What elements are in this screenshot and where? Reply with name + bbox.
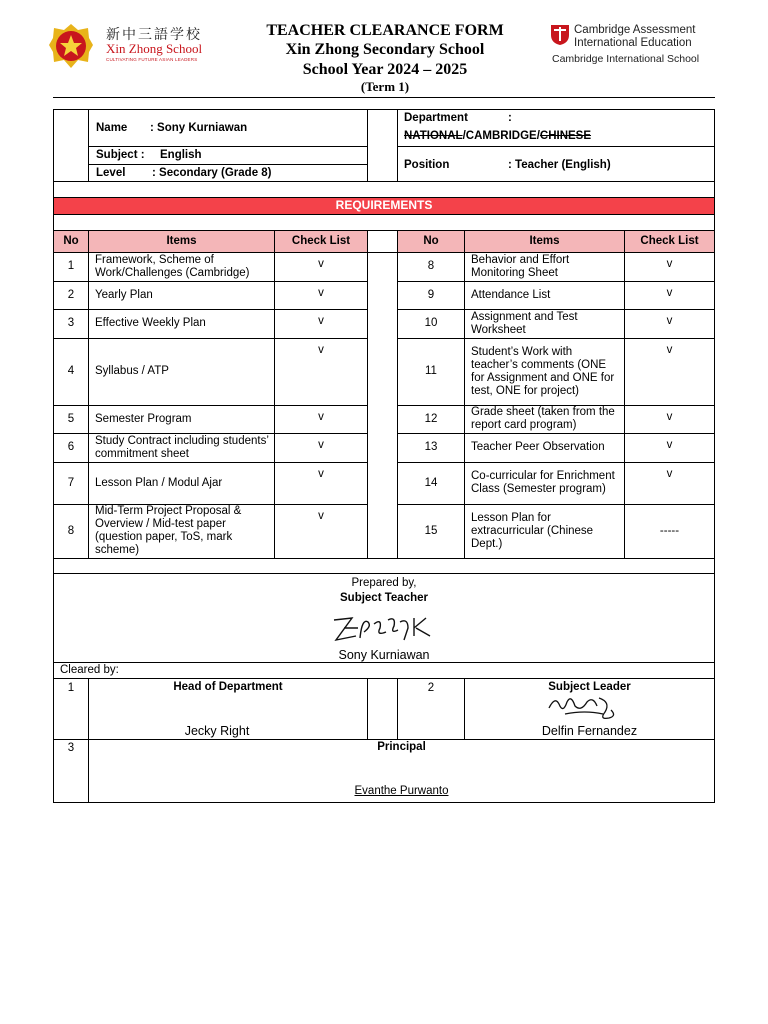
info-row-line-2 (88, 164, 367, 165)
right-row-item: Attendance List (471, 288, 551, 301)
dept-cambridge: CAMBRIDGE (465, 130, 537, 142)
right-row-check: v (666, 258, 673, 270)
left-row-item: Study Contract including students’ commitment sheet (95, 434, 269, 460)
school-logo-tagline: CULTIVATING FUTURE ASIAN LEADERS (106, 57, 198, 62)
school-logo-name: Xin Zhong School (106, 41, 203, 56)
cleared-role-1: Head of Department (173, 681, 283, 693)
name-label: Name (96, 122, 128, 134)
school-logo-chinese: 新中三語学校 (106, 28, 202, 43)
right-row-check: v (666, 287, 673, 299)
cleared-divider-b (367, 678, 368, 739)
cambridge-shield-icon (550, 24, 570, 46)
teacher-signature-icon (330, 610, 440, 646)
right-row-check: ----- (659, 524, 680, 537)
right-row-check: v (666, 468, 673, 480)
left-row-item: Framework, Scheme of Work/Challenges (Cambridge) (95, 253, 250, 279)
req-bar-bottom-line (53, 214, 715, 215)
left-row-item: Mid-Term Project Proposal & Overview / Mid-test paper (question paper, ToS, mark scheme) (95, 505, 242, 556)
info-row-line-3 (397, 146, 714, 147)
right-row-item: Student’s Work with teacher’s comments (ONE for Assignment and ONE for test, ONE for project) (471, 345, 615, 397)
cleared-name-1: Jecky Right (184, 724, 250, 738)
prepared-role: Subject Teacher (340, 592, 428, 604)
cambridge-line1: Cambridge Assessment (574, 24, 696, 36)
req-col-line (367, 231, 368, 558)
cleared-top-line (53, 678, 715, 679)
left-row-check: v (318, 510, 324, 522)
form-title: TEACHER CLEARANCE FORM (266, 22, 504, 39)
left-row-check: v (318, 411, 324, 423)
right-row-check: v (666, 315, 673, 327)
subject-value: English (160, 149, 202, 161)
position-label: Position (404, 159, 450, 171)
level-value: : Secondary (Grade 8) (152, 167, 272, 179)
school-emblem-icon (48, 22, 94, 72)
left-row-check: v (318, 315, 324, 327)
requirements-title: REQUIREMENTS (335, 198, 433, 212)
left-row-no: 7 (67, 476, 75, 489)
prepared-bottom-line (53, 662, 715, 663)
col-header-items-left: Items (166, 235, 197, 247)
right-row-no: 13 (424, 441, 438, 453)
info-border-top (53, 109, 715, 110)
right-row-item: Grade sheet (taken from the report card program) (471, 406, 615, 431)
info-divider-b (367, 109, 368, 181)
cleared-label: Cleared by: (60, 664, 119, 676)
cleared-no-3: 3 (67, 742, 75, 754)
level-label: Level (96, 167, 126, 179)
left-row-no: 8 (67, 524, 75, 537)
dept-national: NATIONAL (404, 130, 463, 142)
cleared-bottom-line (53, 802, 715, 803)
right-row-check: v (666, 344, 673, 356)
left-row-no: 1 (67, 260, 75, 272)
left-row-check: v (318, 468, 324, 480)
cambridge-line2: International Education (574, 37, 692, 49)
header-rule (53, 97, 715, 98)
position-value: : Teacher (English) (508, 159, 611, 171)
left-row-check: v (318, 258, 324, 270)
col-header-items-right: Items (529, 235, 560, 247)
right-row-check: v (666, 439, 673, 451)
right-row-no: 9 (427, 288, 435, 301)
department-colon: : (508, 112, 512, 124)
school-year: School Year 2024 – 2025 (302, 61, 468, 78)
name-value: : Sony Kurniawan (150, 122, 248, 134)
cambridge-logo (550, 24, 720, 68)
left-row-check: v (318, 439, 324, 451)
term: (Term 1) (360, 79, 410, 94)
col-header-check-left: Check List (291, 235, 351, 247)
right-row-no: 12 (424, 412, 438, 425)
prepared-name: Sony Kurniawan (338, 648, 430, 662)
department-label: Department (404, 112, 468, 124)
left-row-item: Yearly Plan (95, 288, 153, 301)
cleared-name-3: Evanthe Purwanto (354, 785, 449, 797)
left-row-item: Semester Program (95, 412, 192, 425)
dept-sep1: / (462, 130, 466, 142)
prepared-label: Prepared by, (351, 577, 417, 589)
cleared-name-2: Delfin Fernandez (541, 724, 638, 738)
right-row-item: Behavior and Effort Monitoring Sheet (471, 253, 570, 279)
left-row-item: Lesson Plan / Modul Ajar (95, 476, 223, 489)
school-name: Xin Zhong Secondary School (285, 41, 485, 58)
left-row-check: v (318, 344, 324, 356)
col-header-no-right: No (423, 235, 439, 247)
right-row-item: Teacher Peer Observation (471, 441, 605, 453)
cambridge-line3: Cambridge International School (552, 53, 700, 65)
col-header-check-right: Check List (640, 235, 699, 247)
left-row-item: Effective Weekly Plan (95, 317, 206, 329)
left-row-no: 3 (67, 317, 75, 329)
left-row-no: 4 (67, 365, 75, 377)
left-row-no: 2 (67, 288, 75, 301)
cleared-role-2: Subject Leader (548, 681, 631, 693)
subject-label: Subject : (96, 149, 145, 161)
left-row-no: 5 (67, 412, 75, 425)
info-row-line-1 (88, 146, 367, 147)
left-row-no: 6 (67, 441, 75, 453)
right-row-check: v (666, 411, 673, 423)
school-logo (48, 22, 208, 72)
cleared-no-2: 2 (427, 682, 435, 694)
right-row-no: 15 (424, 524, 438, 537)
right-row-item: Assignment and Test Worksheet (471, 310, 578, 336)
right-row-no: 8 (427, 260, 435, 272)
dept-sep2: / (536, 130, 540, 142)
col-header-no-left: No (63, 235, 79, 247)
info-border-bottom (53, 181, 715, 182)
department-value (404, 130, 591, 143)
dept-chinese: CHINESE (539, 130, 592, 142)
right-row-no: 14 (424, 476, 438, 489)
right-row-no: 10 (424, 317, 438, 329)
left-row-check: v (318, 287, 324, 299)
prepared-inner-line (53, 573, 715, 574)
left-row-item: Syllabus / ATP (95, 365, 169, 377)
cleared-no-1: 1 (67, 682, 75, 694)
prepared-top-line (53, 558, 715, 559)
right-row-no: 11 (425, 365, 437, 377)
cleared-mid-line (53, 739, 715, 740)
info-divider-c (397, 109, 398, 181)
subject-leader-signature-icon (545, 692, 620, 724)
info-divider-a (88, 109, 89, 181)
cleared-role-3: Principal (377, 741, 426, 753)
right-row-item: Co-curricular for Enrichment Class (Semester program) (471, 470, 615, 495)
right-row-item: Lesson Plan for extracurricular (Chinese Dept.) (471, 511, 594, 550)
